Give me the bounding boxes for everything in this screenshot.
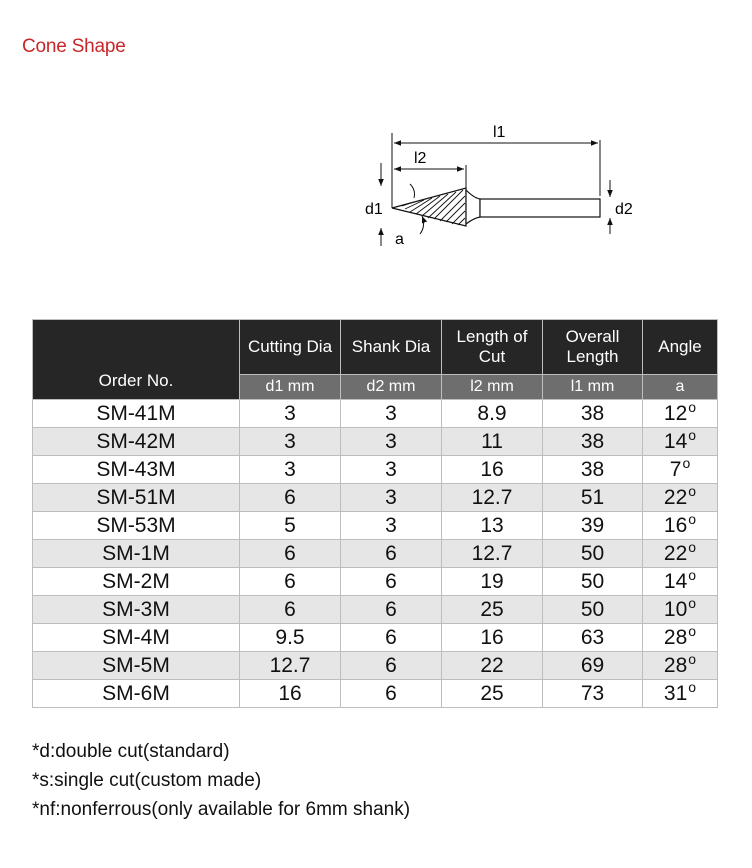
header-shank-dia: Shank Dia [341,320,442,375]
cell-cutting-dia: 12.7 [240,652,341,680]
cell-shank-dia: 6 [341,596,442,624]
cell-length-of-cut: 11 [442,428,543,456]
cell-order-no: SM-2M [33,568,240,596]
footnote-double-cut: *d:double cut(standard) [32,741,230,762]
header-cutting-dia: Cutting Dia [240,320,341,375]
cell-angle: 28$^o$ [643,652,718,680]
cell-cutting-dia: 6 [240,596,341,624]
cell-angle: 10$^o$ [643,596,718,624]
cell-order-no: SM-6M [33,680,240,708]
footnote-single-cut: *s:single cut(custom made) [32,770,262,791]
cell-order-no: SM-51M [33,484,240,512]
degree-symbol: o [688,567,697,583]
cell-order-no: SM-3M [33,596,240,624]
cell-cutting-dia: 9.5 [240,624,341,652]
cell-angle: 7$^o$ [643,456,718,484]
degree-symbol: o [688,651,697,667]
degree-symbol: o [688,595,697,611]
spec-table [32,319,718,708]
cell-shank-dia: 3 [341,400,442,428]
degree-symbol: o [688,623,697,639]
l2-label: l2 [414,150,427,167]
cell-shank-dia: 6 [341,540,442,568]
cell-overall-length: 50 [543,540,643,568]
cell-angle: 12$^o$ [643,400,718,428]
subheader-a: a [643,375,718,400]
cell-cutting-dia: 3 [240,428,341,456]
cell-length-of-cut: 19 [442,568,543,596]
degree-symbol: o [688,679,697,695]
cell-angle: 14$^o$ [643,568,718,596]
cell-shank-dia: 6 [341,652,442,680]
cell-overall-length: 50 [543,568,643,596]
cell-order-no: SM-41M [33,400,240,428]
table-row [33,512,718,540]
degree-symbol: o [688,399,697,415]
header-order-no: Order No. [33,320,240,400]
table-row [33,400,718,428]
table-row [33,680,718,708]
cone-burr-diagram [0,0,752,300]
cell-length-of-cut: 8.9 [442,400,543,428]
cell-length-of-cut: 12.7 [442,484,543,512]
cell-overall-length: 63 [543,624,643,652]
cell-angle: 22$^o$ [643,484,718,512]
cell-overall-length: 51 [543,484,643,512]
footnotes [32,737,410,824]
l1-label: l1 [493,124,506,141]
cell-order-no: SM-43M [33,456,240,484]
cell-order-no: SM-42M [33,428,240,456]
cell-overall-length: 38 [543,428,643,456]
cell-angle: 31$^o$ [643,680,718,708]
cell-angle: 22$^o$ [643,540,718,568]
degree-symbol: o [688,511,697,527]
table-row [33,484,718,512]
angle-label: a [395,231,404,248]
table-row [33,428,718,456]
cell-shank-dia: 6 [341,624,442,652]
header-overall-length: Overall Length [543,320,643,375]
header-angle: Angle [643,320,718,375]
table-row [33,540,718,568]
footnote-nonferrous: *nf:nonferrous(only available for 6mm shank) [32,799,411,820]
table-row [33,568,718,596]
degree-symbol: o [688,427,697,443]
cell-length-of-cut: 13 [442,512,543,540]
cell-shank-dia: 3 [341,512,442,540]
cell-overall-length: 73 [543,680,643,708]
cell-shank-dia: 3 [341,456,442,484]
cell-shank-dia: 3 [341,428,442,456]
cell-cutting-dia: 3 [240,456,341,484]
cell-shank-dia: 6 [341,568,442,596]
cell-order-no: SM-4M [33,624,240,652]
degree-symbol: o [688,483,697,499]
cell-angle: 14$^o$ [643,428,718,456]
cell-angle: 28$^o$ [643,624,718,652]
cell-order-no: SM-53M [33,512,240,540]
cell-order-no: SM-1M [33,540,240,568]
d1-label: d1 [365,201,383,218]
cell-length-of-cut: 22 [442,652,543,680]
cell-cutting-dia: 6 [240,540,341,568]
cell-overall-length: 39 [543,512,643,540]
cell-cutting-dia: 6 [240,568,341,596]
subheader-l2: l2 mm [442,375,543,400]
cell-overall-length: 69 [543,652,643,680]
cell-overall-length: 38 [543,400,643,428]
cell-cutting-dia: 16 [240,680,341,708]
cell-cutting-dia: 3 [240,400,341,428]
degree-symbol: o [688,539,697,555]
cell-overall-length: 38 [543,456,643,484]
cell-length-of-cut: 16 [442,456,543,484]
subheader-d1: d1 mm [240,375,341,400]
cell-order-no: SM-5M [33,652,240,680]
table-row [33,652,718,680]
cell-overall-length: 50 [543,596,643,624]
degree-symbol: o [682,455,691,471]
cell-cutting-dia: 6 [240,484,341,512]
table-row [33,624,718,652]
cell-cutting-dia: 5 [240,512,341,540]
cell-length-of-cut: 25 [442,596,543,624]
cell-length-of-cut: 12.7 [442,540,543,568]
cell-shank-dia: 6 [341,680,442,708]
d2-label: d2 [615,201,633,218]
table-row [33,456,718,484]
cell-angle: 16$^o$ [643,512,718,540]
page-title: Cone Shape [22,36,126,57]
cell-length-of-cut: 16 [442,624,543,652]
subheader-d2: d2 mm [341,375,442,400]
table-row [33,596,718,624]
cell-shank-dia: 3 [341,484,442,512]
header-length-of-cut: Length of Cut [442,320,543,375]
subheader-l1: l1 mm [543,375,643,400]
cell-length-of-cut: 25 [442,680,543,708]
